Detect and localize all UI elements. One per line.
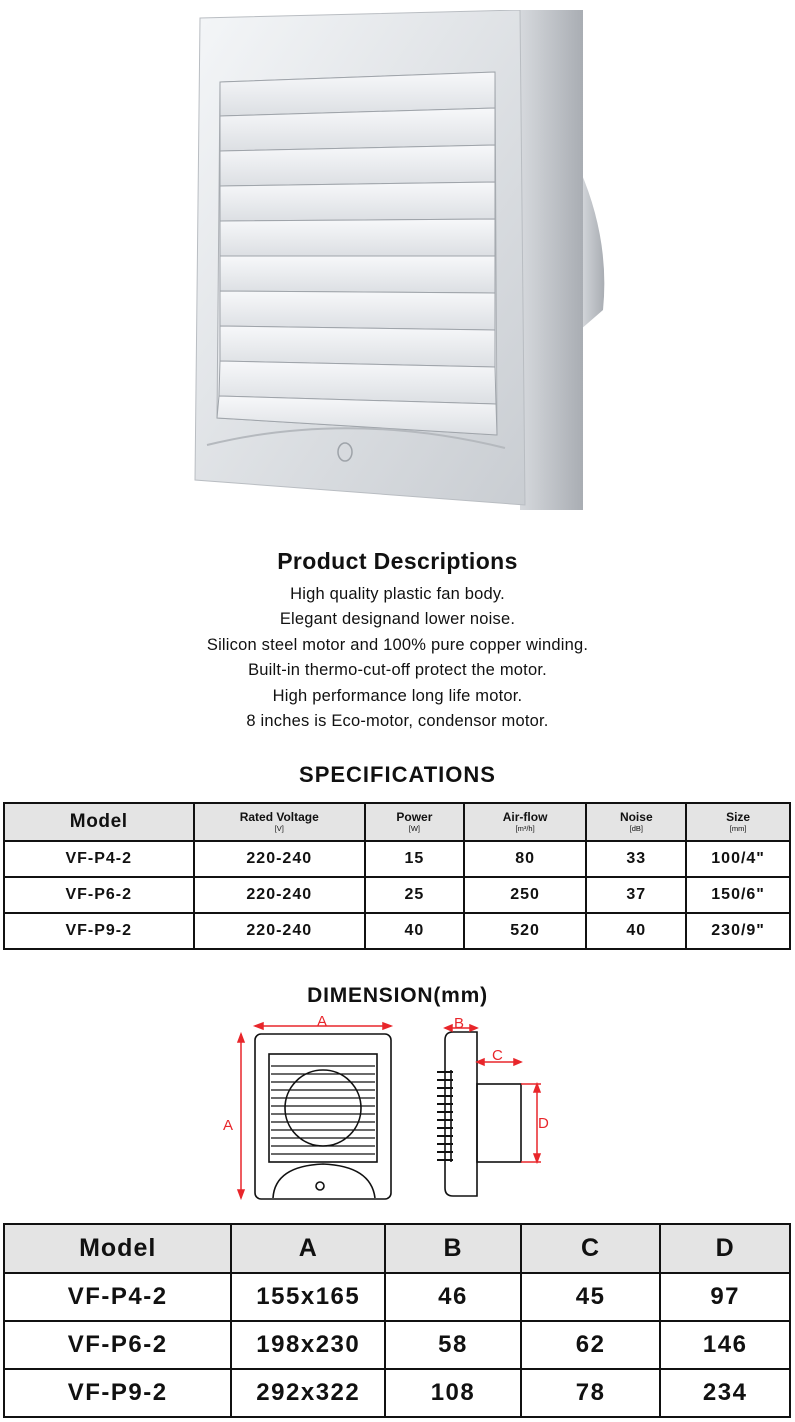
header-unit: [V] (274, 824, 284, 833)
header-d: D (660, 1224, 790, 1273)
cell-model: VF-P6-2 (4, 877, 194, 913)
cell-b: 58 (385, 1321, 521, 1369)
table-header-row (4, 1224, 790, 1273)
header-unit: [dB] (629, 824, 643, 833)
cell-model: VF-P9-2 (4, 1369, 231, 1417)
cell-a: 198x230 (231, 1321, 385, 1369)
cell-d: 234 (660, 1369, 790, 1417)
table-row (4, 1369, 790, 1417)
header-unit: [mm] (729, 824, 747, 833)
header-a: A (231, 1224, 385, 1273)
cell-noise: 33 (586, 841, 686, 877)
cell-c: 62 (521, 1321, 661, 1369)
cell-model: VF-P6-2 (4, 1321, 231, 1369)
cell-power: 40 (365, 913, 464, 949)
header-label: Rated Voltage (239, 810, 319, 824)
header-label: Air-flow (502, 810, 548, 824)
description-list (0, 582, 795, 734)
cell-airflow: 520 (464, 913, 587, 949)
dimension-table (3, 1223, 791, 1418)
dimension-label-b: B (454, 1015, 465, 1032)
cell-c: 45 (521, 1273, 661, 1321)
header-label: Size (726, 810, 751, 824)
dimension-label-d: D (538, 1115, 549, 1132)
dimension-title: DIMENSION(mm) (307, 984, 488, 1007)
header-label: Noise (619, 810, 653, 824)
cell-d: 146 (660, 1321, 790, 1369)
specifications-title: SPECIFICATIONS (299, 762, 496, 787)
header-size (686, 803, 790, 841)
table-row (4, 841, 790, 877)
cell-airflow: 80 (464, 841, 587, 877)
cell-noise: 40 (586, 913, 686, 949)
specifications-table (3, 802, 791, 950)
cell-voltage: 220-240 (194, 841, 366, 877)
header-label: Power (396, 810, 433, 824)
cell-a: 292x322 (231, 1369, 385, 1417)
cell-c: 78 (521, 1369, 661, 1417)
cell-power: 15 (365, 841, 464, 877)
dimension-diagram (215, 1014, 555, 1204)
description-line: 8 inches is Eco-motor, condensor motor. (246, 712, 549, 731)
header-b: B (385, 1224, 521, 1273)
header-voltage (194, 803, 366, 841)
cell-size: 230/9" (686, 913, 790, 949)
cell-voltage: 220-240 (194, 913, 366, 949)
header-c: C (521, 1224, 661, 1273)
header-noise (586, 803, 686, 841)
header-power (365, 803, 464, 841)
header-model: Model (4, 803, 194, 841)
cell-size: 150/6" (686, 877, 790, 913)
cell-size: 100/4" (686, 841, 790, 877)
header-unit: [m³/h] (515, 824, 535, 833)
description-line: Elegant designand lower noise. (279, 610, 516, 629)
table-row (4, 913, 790, 949)
cell-a: 155x165 (231, 1273, 385, 1321)
dimension-label-a: A (317, 1014, 328, 1030)
table-row (4, 1321, 790, 1369)
description-title: Product Descriptions (277, 548, 518, 574)
product-image-exhaust-fan (185, 10, 615, 515)
cell-voltage: 220-240 (194, 877, 366, 913)
cell-model: VF-P9-2 (4, 913, 194, 949)
header-model: Model (4, 1224, 231, 1273)
dimension-label-c: C (492, 1047, 503, 1064)
cell-b: 108 (385, 1369, 521, 1417)
description-line: High quality plastic fan body. (290, 585, 505, 603)
header-airflow (464, 803, 587, 841)
description-line: Silicon steel motor and 100% pure copper winding. (206, 635, 589, 654)
cell-d: 97 (660, 1273, 790, 1321)
cell-b: 46 (385, 1273, 521, 1321)
table-row (4, 1273, 790, 1321)
table-row (4, 877, 790, 913)
dimension-label-a: A (223, 1117, 234, 1134)
table-header-row (4, 803, 790, 841)
cell-airflow: 250 (464, 877, 587, 913)
description-line: High performance long life motor. (272, 686, 523, 705)
cell-model: VF-P4-2 (4, 841, 194, 877)
cell-model: VF-P4-2 (4, 1273, 231, 1321)
cell-noise: 37 (586, 877, 686, 913)
description-line: Built-in thermo-cut-off protect the motor. (248, 661, 547, 680)
header-unit: [W] (408, 824, 420, 833)
cell-power: 25 (365, 877, 464, 913)
